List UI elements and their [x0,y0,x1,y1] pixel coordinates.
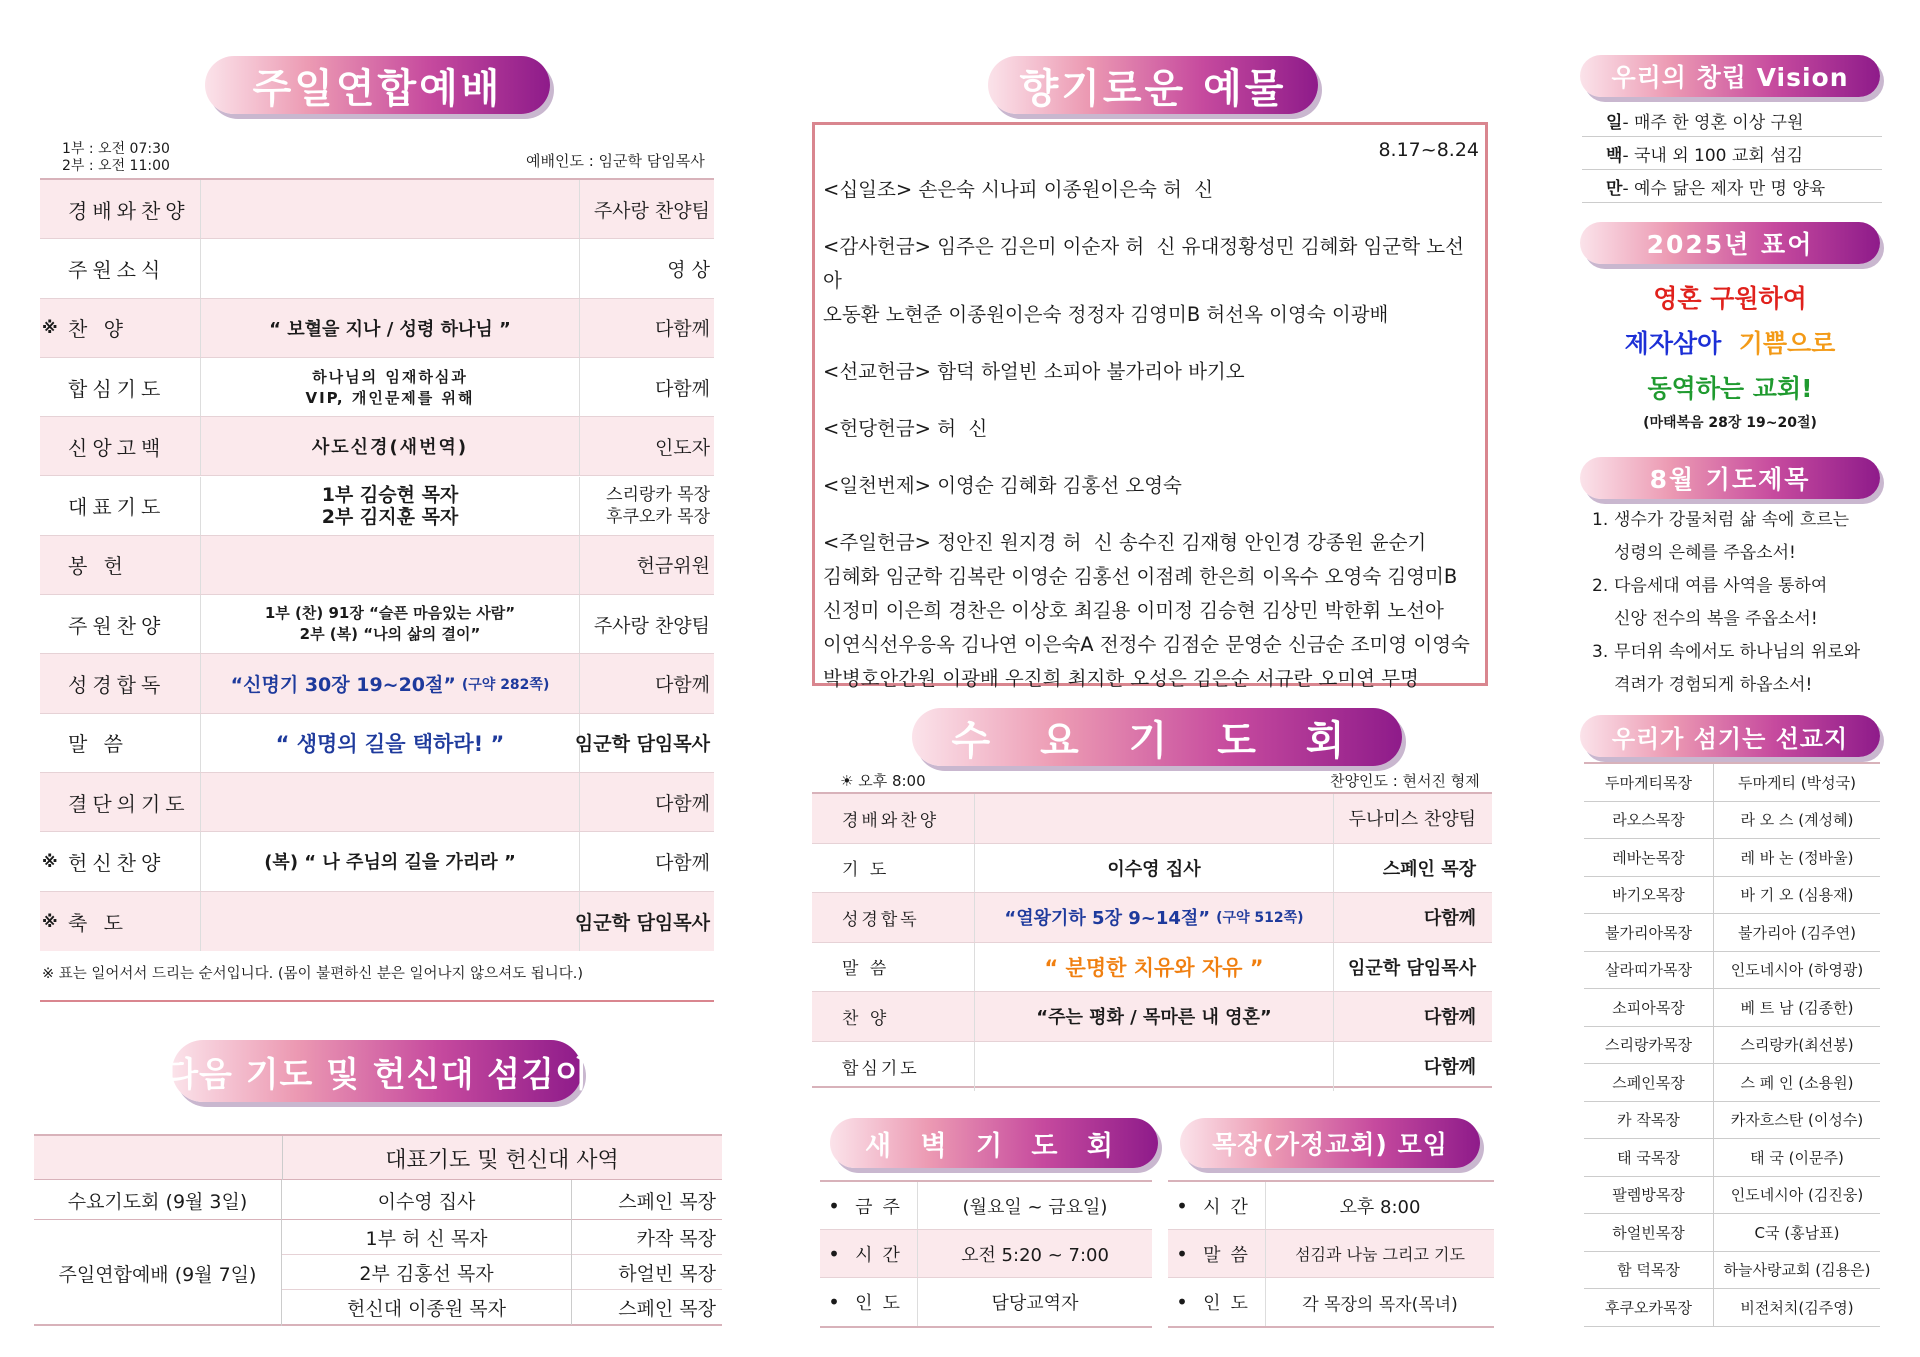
offering-thanks: <감사헌금> 임주은 김은미 이순자 허 신 유대정황성민 김혜화 임군학 노선아 오동환 노현준 이종원이은숙 정정자 김영미B 허선옥 이영숙 이광배 [823,235,1464,326]
order-detail [200,773,580,831]
order-person: 다함께 [654,318,710,341]
worship-row [40,180,714,239]
offering-date: 8.17~8.24 [1378,139,1479,161]
wednesday-leader: 찬양인도 : 현서진 형제 [1330,772,1480,790]
wednesday-time: ☀ 오후 8:00 [840,772,926,790]
sun-group: 스페인 목장 [618,1298,716,1320]
order-person: 인도자 [654,436,710,459]
worship-time-2: 2부 : 오전 11:00 [62,158,170,174]
vision-key: 만 [1606,178,1623,199]
worship-row [40,832,714,891]
mission-row: 레바논목장 레 바 논 (정바울) [1584,839,1880,877]
motto-banner: 2025년 표어 [1580,222,1880,264]
sun-row [282,1290,722,1325]
worship-row [40,358,714,417]
prayer-banner: 8월 기도제목 [1580,457,1880,499]
vision-banner: 우리의 창립 Vision [1580,55,1880,97]
cell-row [1168,1182,1494,1230]
cell-banner: 목장(가정교회) 모임 [1180,1118,1480,1168]
order-person: 임군학 담임목사 [574,911,710,934]
wednesday-row [812,943,1492,993]
mission-row: 불가리아목장 불가리아 (김주연) [1584,914,1880,952]
cell-value: 오후 8:00 [1339,1196,1421,1218]
order-detail [200,180,580,238]
dawn-table [820,1180,1152,1328]
order-name: 말 씀 [842,959,890,980]
mission-row: 팔렘방목장 인도네시아 (김진웅) [1584,1177,1880,1215]
offering-thousand: <일천번제> 이영순 김혜화 김홍선 오영숙 [823,474,1182,497]
order-detail [200,536,580,594]
wednesday-banner: 수 요 기 도 회 [912,708,1402,766]
mission-row: 카 작목장 카자흐스탄 (이성수) [1584,1102,1880,1140]
order-detail [974,1042,1334,1092]
dawn-value: (월요일 ~ 금요일) [962,1196,1108,1218]
vision-text: - 매주 한 영혼 이상 구원 [1622,112,1804,133]
order-person: 헌금위원 [636,555,710,578]
offering-tithe: <십일조> 손은숙 시나피 이종원이은숙 허 신 [823,178,1214,201]
order-name: 대표기도 [68,495,166,520]
prayer-item: 1. 생수가 강물처럼 삶 속에 흐르는 성령의 은혜를 주옵소서! [1592,510,1850,563]
mission-row: 소피아목장 베 트 남 (김종한) [1584,989,1880,1027]
wed-date: 수요기도회 (9월 3일) [34,1180,282,1220]
sun-date: 주일연합예배 (9월 7일) [34,1220,282,1326]
cell-key: 인도 [1196,1278,1266,1326]
order-detail: 사도신경(새번역) [200,417,580,475]
motto-reference: (마태복음 28장 19~20절) [1643,415,1817,431]
worship-row [40,654,714,713]
bullet-icon: • [828,1241,840,1266]
mission-row: 함 덕목장 하늘사랑교회 (김용은) [1584,1252,1880,1290]
prayer-item: 3. 무더위 속에서도 하나님의 위로와 격려가 경험되게 하옵소서! [1592,642,1861,695]
bullet-icon: • [828,1193,840,1218]
mission-row: 하얼빈목장 C국 (홍남표) [1584,1214,1880,1252]
sun-row [282,1255,722,1290]
vision-key: 백 [1606,145,1623,166]
order-person: 두나미스 찬양팀 [1348,809,1476,831]
order-person: 주사랑 찬양팀 [593,199,710,222]
mission-row: 라오스목장 라 오 스 (계성혜) [1584,802,1880,840]
dawn-value: 담당교역자 [991,1293,1079,1314]
worship-row [40,773,714,832]
order-name: 헌신찬양 [68,850,166,875]
order-person: 주사랑 찬양팀 [593,614,710,637]
stand-mark: ※ [42,851,58,871]
order-name: 기 도 [842,860,890,881]
worship-leader: 예배인도 : 임군학 담임목사 [526,152,705,170]
order-person: 임군학 담임목사 [1348,957,1476,979]
order-name: 경배와찬양 [68,198,190,223]
vision-text: - 예수 닮은 제자 만 명 양육 [1622,178,1826,199]
worship-time-1: 1부 : 오전 07:30 [62,141,170,157]
sun-person: 1부 허 신 목자 [282,1220,572,1255]
order-name: 말 씀 [68,732,128,757]
mission-row: 두마게티목장 두마게티 (박성국) [1584,764,1880,802]
offering-building: <헌당헌금> 허 신 [823,417,988,440]
order-person: 스페인 목장 [1382,858,1476,880]
vision-row [1582,104,1882,137]
order-name: 결단의기도 [68,791,190,816]
stand-mark: ※ [42,911,58,931]
cell-key: 시간 [1196,1182,1266,1229]
order-name: 합심기도 [68,376,166,401]
order-person: 스리랑카 목장 후쿠오카 목장 [606,484,710,527]
order-name: 주원찬양 [68,613,166,638]
cell-value: 각 목장의 목자(목녀) [1302,1294,1458,1315]
dawn-row [820,1278,1152,1326]
sun-group: 카작 목장 [636,1228,716,1250]
sermon-title: “ 생명의 길을 택하라! ” [200,714,580,772]
offering-sunday: <주일헌금> 정안진 원지경 허 신 송수진 김재형 안인경 강종원 윤순기 김혜화 임군학 김복란 이영순 김홍선 이점례 한은희 이옥수 오영숙 김영미B 신정미 이은희 경찬은 이상호 최길용 이미정 김승현 김상민 박한휘 노선아 이연식선우응옥 김나연 이은숙A 전정수 김점순 문영순 신금순 조미영 이영숙 박병호안간원 이광배 우진희 최지한 오성은 김은순 서규란 오미연 무명 [823,531,1470,690]
motto-line-3: 동역하는 교회! [1647,374,1813,403]
order-detail: 1부 (찬) 91장 “슬픈 마음있는 사람” 2부 (복) “나의 삶의 결이” [200,595,580,653]
wednesday-order-table [812,792,1492,1088]
motto-text [1580,276,1880,435]
order-person: 영 상 [667,258,710,281]
worship-footnote: ※ 표는 일어서서 드리는 순서입니다. (몸이 불편하신 분은 일어나지 않으셔도 됩니다.) [42,966,584,982]
order-person: 다함께 [1423,1057,1476,1079]
vision-text: - 국내 외 100 교회 섬김 [1622,145,1803,166]
mission-row: 태 국목장 태 국 (이문주) [1584,1139,1880,1177]
order-name: 주원소식 [68,257,166,282]
order-name: 봉 헌 [68,554,128,579]
order-detail: “주는 평화 / 목마른 내 영혼” [974,992,1334,1041]
mission-row: 스리랑카목장 스리랑카(최선봉) [1584,1027,1880,1065]
offering-banner: 향기로운 예물 [988,56,1318,114]
order-person: 임군학 담임목사 [574,733,710,756]
bullet-icon: • [1176,1193,1188,1218]
wed-group: 스페인 목장 [618,1190,716,1213]
bullet-icon: • [1176,1241,1188,1266]
motto-line-1: 영혼 구원하여 [1653,284,1807,313]
bullet-icon: • [828,1290,840,1314]
cell-value: 섬김과 나눔 그리고 기도 [1295,1245,1465,1264]
dawn-key: 인도 [848,1278,918,1326]
order-detail: 이수영 집사 [974,844,1334,893]
next-wed-row [34,1180,722,1220]
order-person: 다함께 [654,851,710,874]
worship-row [40,299,714,358]
wednesday-row [812,1042,1492,1092]
vision-row [1582,137,1882,170]
missions-table [1584,762,1880,1326]
order-name: 경배와찬양 [842,810,940,831]
dawn-key: 시간 [848,1230,918,1277]
wednesday-sermon-title: “ 분명한 치유와 자유 ” [974,943,1334,992]
next-servers-table [34,1134,722,1326]
cell-row [1168,1230,1494,1278]
dawn-row [820,1182,1152,1230]
next-banner: 다음 기도 및 헌신대 섬김이 [172,1040,582,1102]
order-name: 찬 양 [842,1008,890,1029]
mission-row: 바기오목장 바 기 오 (심용재) [1584,877,1880,915]
worship-banner: 주일연합예배 [205,56,550,114]
order-detail: “신명기 30장 19~20절” (구약 282쪽) [200,654,580,712]
wednesday-row [812,844,1492,894]
mission-row: 살라띠가목장 인도네시아 (하영광) [1584,952,1880,990]
order-name: 축 도 [68,910,128,935]
cell-key: 말씀 [1196,1230,1266,1277]
order-person: 다함께 [654,674,710,697]
stand-mark: ※ [42,318,58,338]
order-detail [200,892,580,951]
prayer-list [1592,504,1892,702]
dawn-value: 오전 5:20 ~ 7:00 [961,1244,1109,1266]
order-name: 합심기도 [842,1058,920,1079]
order-detail: 1부 김승현 목자 2부 김지훈 목자 [200,477,580,535]
order-detail [974,794,1334,843]
wednesday-row [812,893,1492,943]
worship-row [40,536,714,595]
order-person: 다함께 [1423,1007,1476,1029]
worship-order-table [40,178,714,949]
offering-mission: <선교헌금> 함덕 하얼빈 소피아 불가리아 바기오 [823,360,1245,383]
prayer-item: 2. 다음세대 여름 사역을 통하여 신앙 전수의 복을 주옵소서! [1592,576,1828,629]
sun-person: 헌신대 이종원 목자 [282,1290,572,1325]
worship-row [40,714,714,773]
order-person: 다함께 [654,377,710,400]
order-person: 다함께 [654,792,710,815]
order-detail [200,239,580,297]
dawn-banner: 새 벽 기 도 회 [830,1118,1158,1168]
section-divider [40,1000,714,1002]
dawn-key: 금주 [848,1182,918,1229]
mission-row: 스페인목장 스 페 인 (소용원) [1584,1064,1880,1102]
worship-row [40,892,714,951]
next-header: 대표기도 및 헌신대 사역 [385,1147,619,1173]
wed-person: 이수영 집사 [282,1180,572,1220]
motto-line-2a: 제자삼아 [1624,329,1722,358]
order-name: 신앙고백 [68,435,166,460]
vision-row [1582,170,1882,203]
mission-row: 후쿠오카목장 비전처치(김주영) [1584,1289,1880,1327]
worship-row [40,595,714,654]
next-header-row [34,1136,722,1180]
order-detail: (복) “ 나 주님의 길을 가리라 ” [200,832,580,890]
order-name: 성경합독 [68,673,166,698]
offering-box [812,122,1488,690]
order-detail: “ 보혈을 지나 / 성령 하나님 ” [200,299,580,357]
order-detail: 하나님의 임재하심과 VIP, 개인문제를 위해 [200,358,580,416]
sun-group: 하얼빈 목장 [618,1263,716,1285]
worship-row [40,239,714,298]
order-person: 다함께 [1423,908,1476,930]
worship-row [40,477,714,536]
order-name: 성경합독 [842,909,920,930]
vision-key: 일 [1606,112,1623,133]
cell-row [1168,1278,1494,1326]
sun-row [282,1220,722,1255]
missions-banner: 우리가 섬기는 선교지 [1580,715,1880,757]
order-detail: “열왕기하 5장 9~14절” (구약 512쪽) [974,893,1334,942]
bullet-icon: • [1176,1290,1188,1314]
worship-row [40,417,714,476]
wednesday-row [812,794,1492,844]
wednesday-row [812,992,1492,1042]
motto-line-2b: 기쁨으로 [1738,329,1836,358]
order-name: 찬 양 [68,317,128,342]
sun-person: 2부 김홍선 목자 [282,1255,572,1290]
dawn-row [820,1230,1152,1278]
cell-table [1168,1180,1494,1328]
